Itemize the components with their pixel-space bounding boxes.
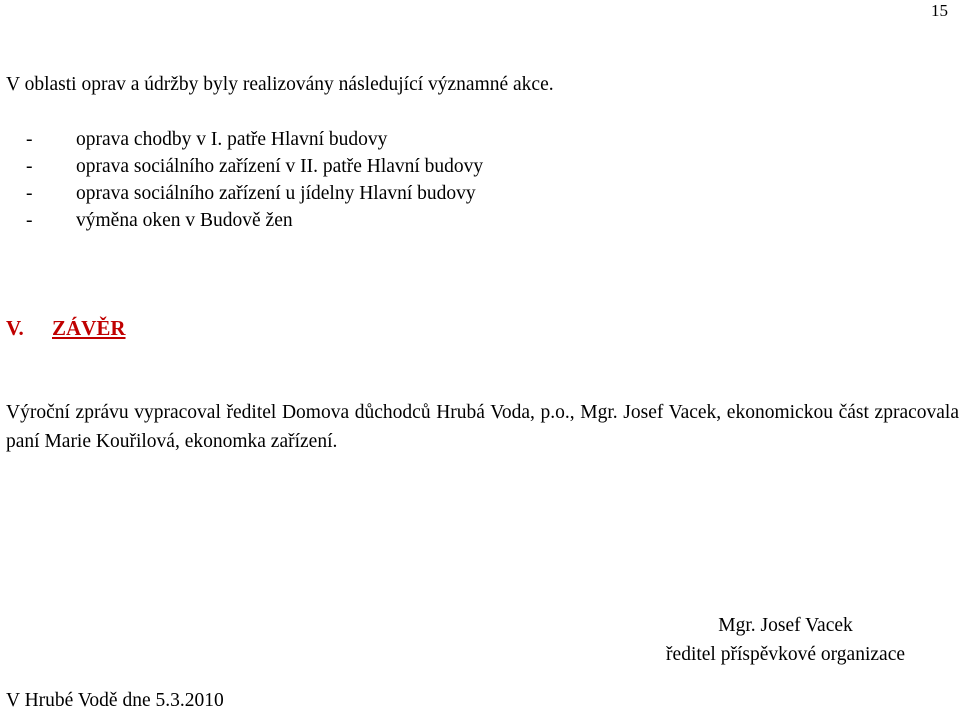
list-item-text: oprava chodby v I. patře Hlavní budovy [76,129,388,150]
list-item [26,156,484,184]
list-bullet: - [26,210,33,231]
list-bullet: - [26,183,33,204]
signature-block [666,611,905,669]
repairs-intro-text: V oblasti oprav a údržby byly realizovány následující významné akce. [6,74,554,95]
section-heading [6,318,126,339]
section-title: ZÁVĚR [52,316,126,340]
list-bullet: - [26,129,33,150]
signatory-role: ředitel příspěvkové organizace [666,644,905,665]
list-item [26,210,483,238]
list-item-text: oprava sociálního zařízení u jídelny Hlavní budovy [76,183,476,204]
list-item-text: oprava sociálního zařízení v II. patře Hlavní budovy [76,156,484,177]
signatory-name: Mgr. Josef Vacek [718,615,853,636]
section-number: V. [6,316,24,340]
list-item [26,183,483,211]
closing-paragraph: Výroční zprávu vypracoval ředitel Domova důchodců Hrubá Voda, p.o., Mgr. Josef Vacek, ekonomickou část zpracovala paní Marie Kouřilová, ekonomka zařízení. [6,402,959,452]
page-number: 15 [931,1,948,20]
list-item-text: výměna oken v Budově žen [76,210,293,231]
list-bullet: - [26,156,33,177]
place-and-date: V Hrubé Vodě dne 5.3.2010 [6,690,224,711]
repairs-list [26,129,484,238]
list-item [26,129,483,157]
